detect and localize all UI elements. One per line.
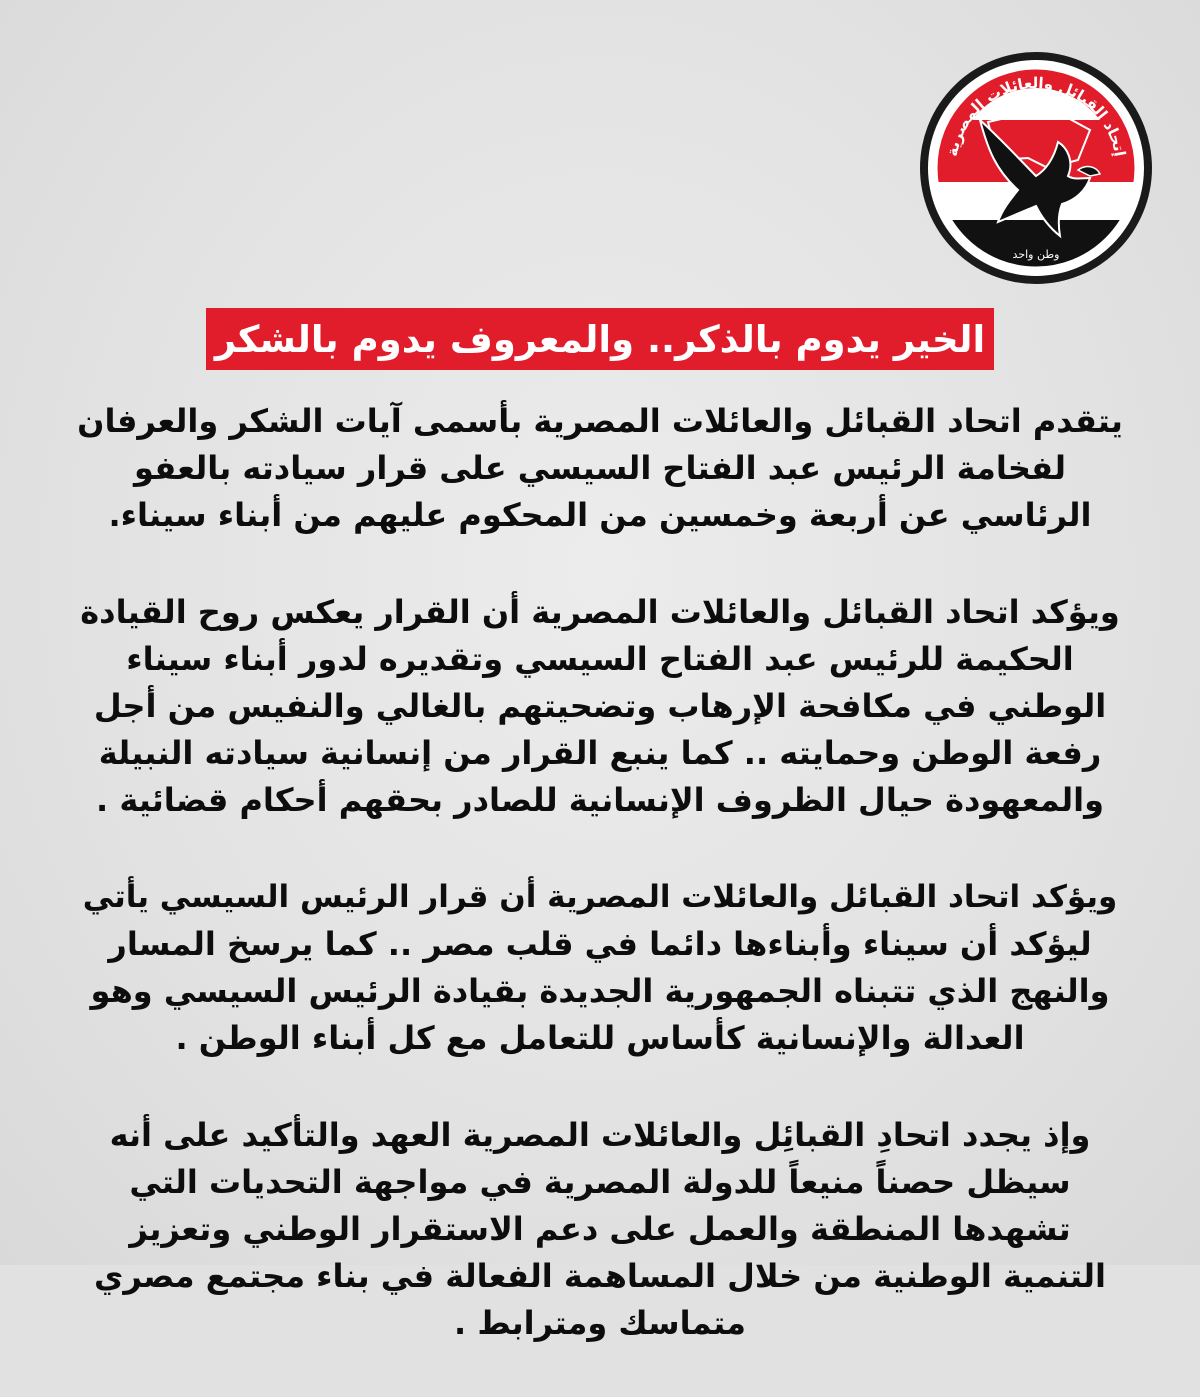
paragraph-line: سيظل حصناً منيعاً للدولة المصرية في مواجهة التحديات التي <box>129 1163 1071 1201</box>
paragraph-line: لفخامة الرئيس عبد الفتاح السيسي على قرار سيادته بالعفو <box>134 449 1066 487</box>
paragraph-line: التنمية الوطنية من خلال المساهمة الفعالة في بناء مجتمع مصري <box>94 1257 1106 1295</box>
paragraph-line: وإذ يجدد اتحادِ القبائِل والعائلات المصرية العهد والتأكيد على أنه <box>109 1116 1091 1154</box>
paragraph-line: رفعة الوطن وحمايته .. كما ينبع القرار من إنسانية سيادته النبيلة <box>98 734 1102 772</box>
paragraph-line: متماسك ومترابط . <box>454 1304 746 1342</box>
union-logo-emblem <box>918 50 1154 286</box>
paragraph-line: الرئاسي عن أربعة وخمسين من المحكوم عليهم من أبناء سيناء. <box>108 496 1092 534</box>
paragraph-1 <box>70 398 1130 539</box>
paragraph-line: ليؤكد أن سيناء وأبناءها دائما في قلب مصر .. كما يرسخ المسار <box>108 925 1092 963</box>
logo-bottom-text: وطن واحد <box>1012 248 1060 261</box>
statement-body <box>70 398 1130 1397</box>
paragraph-line: الحكيمة للرئيس عبد الفتاح السيسي وتقديره لدور أبناء سيناء <box>126 640 1074 678</box>
headline-text: الخير يدوم بالذكر.. والمعروف يدوم بالشكر <box>214 317 986 361</box>
paragraph-line: تشهدها المنطقة والعمل على دعم الاستقرار الوطني وتعزيز <box>129 1210 1071 1248</box>
union-logo <box>918 50 1154 286</box>
paragraph-2 <box>70 589 1130 824</box>
paragraph-3 <box>70 874 1130 1062</box>
paragraph-line: ويؤكد اتحاد القبائل والعائلات المصرية أن قرار الرئيس السيسي يأتي <box>82 879 1118 915</box>
paragraph-line: والنهج الذي تتبناه الجمهورية الجديدة بقيادة الرئيس السيسي وهو <box>90 972 1110 1010</box>
paragraph-line: ويؤكد اتحاد القبائل والعائلات المصرية أن القرار يعكس روح القيادة <box>80 593 1120 631</box>
paragraph-line: العدالة والإنسانية كأساس للتعامل مع كل أبناء الوطن . <box>175 1019 1025 1057</box>
paragraph-line: الوطني في مكافحة الإرهاب وتضحيتهم بالغالي والنفيس من أجل <box>93 687 1107 725</box>
paragraph-4 <box>70 1112 1130 1347</box>
logo-arc-text: إتحاد القبائل والعائلات المصرية <box>942 73 1130 158</box>
headline-banner <box>206 308 994 370</box>
paragraph-line: يتقدم اتحاد القبائل والعائلات المصرية بأسمى آيات الشكر والعرفان <box>77 402 1123 440</box>
paragraph-line: والمعهودة حيال الظروف الإنسانية للصادر بحقهم أحكام قضائية . <box>96 781 1104 819</box>
